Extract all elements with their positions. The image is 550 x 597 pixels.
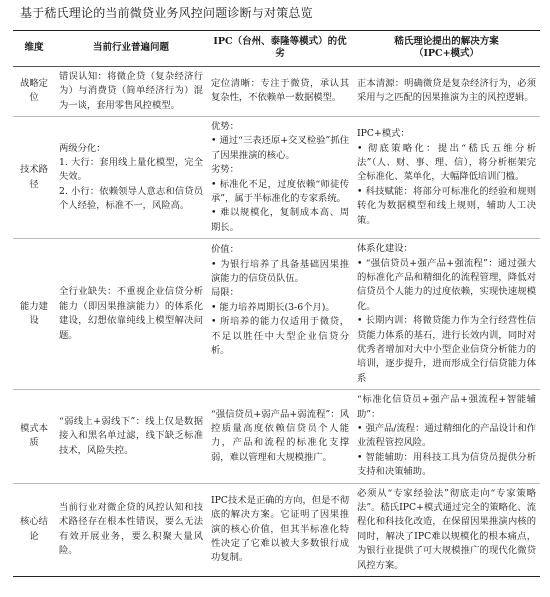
- cell-dimension: 技术路径: [13, 116, 55, 238]
- cell-line: 优势：: [211, 120, 239, 132]
- cell-dimension: 核心结论: [13, 483, 55, 576]
- header-dimension: 维度: [13, 31, 55, 67]
- table-row: [13, 116, 540, 238]
- cell-line: • 彻底策略化：提出“嵇氏五维分析法”（人、财、事、理、信），将分析框架完全标准化、菜单化，大幅降低培训门槛。: [357, 142, 536, 183]
- comparison-table: [13, 30, 540, 577]
- cell-line: • 长期内训：将微贷能力作为全行经营性信贷能力体系的基石，进行长效内训，同时对优秀者增加对大中小型企业信贷分析能力的培训，逐步提升，进而形成全行信贷能力体系: [357, 315, 536, 384]
- cell-ji: [353, 390, 540, 483]
- header-ji-line1: 嵇氏理论提出的解决方案: [394, 36, 499, 47]
- cell-line: • 难以规模化，复制成本高、周期长。: [211, 207, 349, 233]
- cell-line: • 为银行培养了具备基础因果推演能力的信贷员队伍。: [211, 258, 349, 284]
- cell-line: “标准化信贷员+强产品+强流程+智能辅助”：: [357, 394, 536, 420]
- cell-line: IPC+模式：: [357, 128, 410, 140]
- cell-line: 价值：: [211, 244, 239, 256]
- cell-line: • 所培养的能力仅适用于微贷，不足以胜任中大型企业信贷分析。: [211, 316, 349, 356]
- cell-dimension: 模式本质: [13, 390, 55, 483]
- cell-ipc: [207, 239, 353, 390]
- cell-ji: [353, 116, 540, 238]
- cell-line: 2. 小行：依赖领导人意志和信贷员个人经验，标准不一，风险高。: [59, 185, 203, 212]
- cell-ipc: “强信贷员+弱产品+弱流程”：风控质量高度依赖信贷员个人能力，产品和流程的标准化支撑弱，难以管理和大规模推广。: [207, 390, 353, 483]
- header-ipc: [207, 31, 353, 67]
- header-ji: [353, 31, 540, 67]
- cell-ji: [353, 239, 540, 390]
- table-row: [13, 483, 540, 576]
- cell-line: 局限：: [211, 287, 239, 299]
- cell-ji: 必须从“专家经验法”彻底走向“专家策略法”。嵇氏IPC+模式通过完全的策略化、流程化和科技化改造，在保留因果推演内核的同时，解决了IPC难以规模化的根本痛点，为银行业提供了可大规模推广的现代化微贷风控方案。: [353, 483, 540, 576]
- cell-industry: 错误认知：将微企贷（复杂经济行为）与消费贷（简单经济行为）混为一谈，套用零售风控模型。: [55, 66, 207, 116]
- header-ipc-line1: IPC（台州、泰隆等模式）的优: [213, 36, 347, 47]
- cell-line: • 标准化不足，过度依赖“师徒传承”，属于半标准化的专家系统。: [211, 178, 349, 204]
- table-row: [13, 390, 540, 483]
- table-row: [13, 239, 540, 390]
- cell-line: 劣势：: [211, 164, 239, 176]
- cell-line: • 强产品/流程：通过精细化的产品设计和作业流程管控风险。: [357, 423, 536, 449]
- table-row: [13, 66, 540, 116]
- cell-line: 1. 大行：套用线上量化模型，完全失效。: [59, 156, 203, 183]
- cell-line: • 通过“三表还原+交叉检验”抓住了因果推演的核心。: [211, 135, 349, 161]
- cell-industry: [55, 116, 207, 238]
- cell-dimension: 战略定位: [13, 66, 55, 116]
- cell-ipc: 定位清晰：专注于微贷，承认其复杂性，不依赖单一数据模型。: [207, 66, 353, 116]
- cell-dimension: 能力建设: [13, 239, 55, 390]
- cell-ji: 正本清源：明确微贷是复杂经济行为，必须采用与之匹配的因果推演为主的风控逻辑。: [353, 66, 540, 116]
- header-industry: 当前行业普遍问题: [55, 31, 207, 67]
- header-ipc-line2: 劣: [275, 48, 285, 60]
- table-header-row: [13, 31, 540, 67]
- cell-line: • “强信贷员+强产品+强流程”：通过强大的标准化产品和精细化的流程管理，降低对信贷员个人能力的过度依赖，实现快速规模化。: [357, 257, 536, 312]
- cell-line: 两级分化：: [59, 142, 106, 154]
- cell-industry: “弱线上+弱线下”：线上仅是数据接入和黑名单过滤，线下缺乏标准技术，风险失控。: [55, 390, 207, 483]
- cell-line: • 智能辅助：用科技工具为信贷员提供分析支持和决策辅助。: [357, 451, 536, 478]
- cell-industry: 当前行业对微企贷的风控认知和技术路径存在根本性错误，要么无法有效开展业务，要么积聚大量风险。: [55, 483, 207, 576]
- header-ji-line2: （IPC+模式）: [413, 48, 480, 60]
- cell-ipc: IPC技术是正确的方向，但是不彻底的解决方案。它证明了因果推演的核心价值，但其半标准化特性决定了它难以被大多数银行成功复制。: [207, 483, 353, 576]
- cell-line: • 科技赋能：将部分可标准化的经验和规则转化为数据模型和线上规则，辅助人工决策。: [357, 185, 536, 226]
- cell-line: 体系化建设：: [357, 243, 413, 255]
- cell-industry: 全行业缺失：不重视企业信贷分析能力（即因果推演能力）的体系化建设，幻想依靠纯线上模型解决问题。: [55, 239, 207, 390]
- cell-ipc: [207, 116, 353, 238]
- cell-line: • 能力培养周期长(3-6个月)。: [211, 301, 335, 313]
- page-title: 基于嵇氏理论的当前微贷业务风控问题诊断与对策总览: [20, 6, 313, 20]
